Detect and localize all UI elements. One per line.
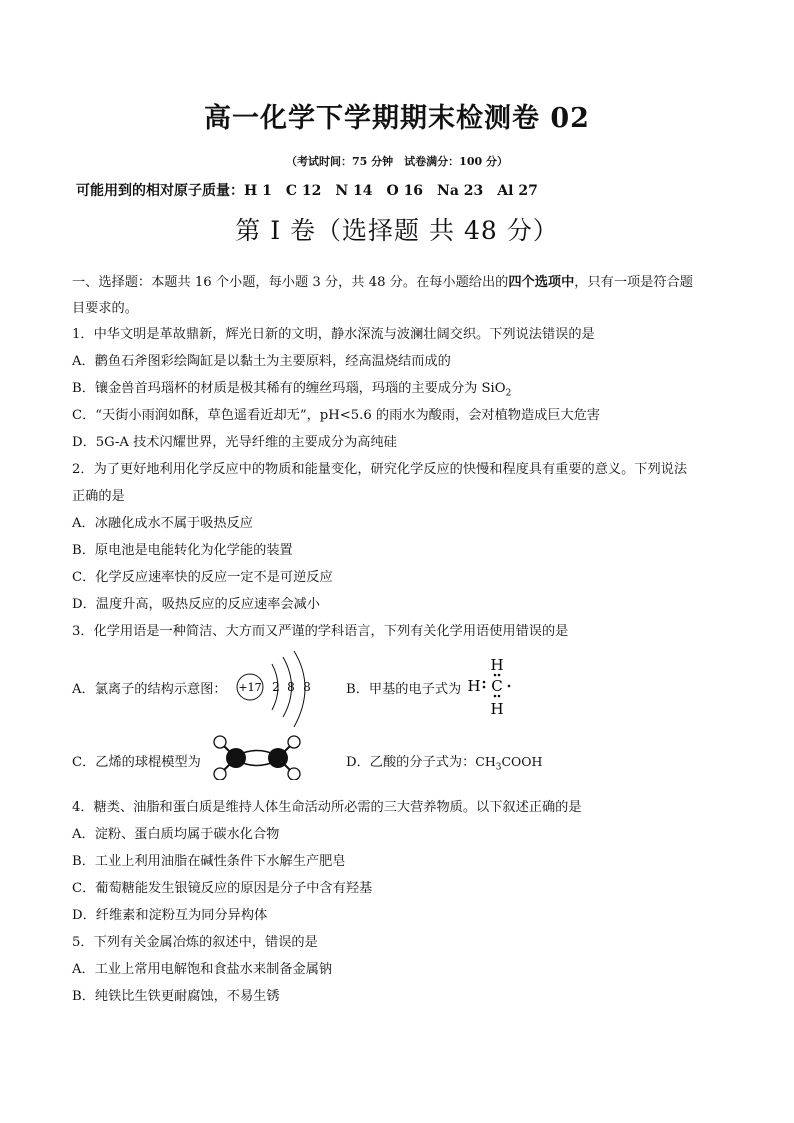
electron-dot [498, 695, 501, 698]
q1-option-d: D．5G-A 技术闪耀世界，光导纤维的主要成分为高纯硅 [72, 435, 397, 450]
electron-dot [494, 695, 497, 698]
formula-part-b: COOH [501, 754, 543, 769]
q3-option-b: B．甲基的电子式为 [346, 682, 462, 697]
q1-stem: 1．中华文明是革故鼎新，辉光日新的文明，静水深流与波澜壮阔交织。下列说法错误的是 [72, 327, 595, 342]
formula-part-a: CH [475, 754, 496, 769]
electron-dot [483, 681, 486, 684]
q5-option-a: A．工业上常用电解饱和食盐水来制备金属钠 [72, 962, 333, 977]
q2-option-c: C．化学反应速率快的反应一定不是可逆反应 [72, 570, 333, 585]
shell-count-3: 8 [303, 680, 311, 694]
q3-option-d [346, 751, 542, 773]
electron-dot [494, 674, 497, 677]
q2-option-b: B．原电池是电能转化为化学能的装置 [72, 543, 293, 558]
methyl-electron-formula [466, 656, 516, 718]
shell-count-2: 8 [287, 680, 295, 694]
hydrogen-atom [288, 736, 300, 748]
instructions-line-2: 目要求的。 [72, 301, 138, 316]
exam-subtitle: （考试时间：75 分钟 试卷满分：100 分） [286, 155, 508, 168]
formula-subscript: 3 [495, 762, 502, 773]
chloride-ion-diagram [232, 650, 322, 732]
hydrogen-atom [214, 768, 226, 780]
methyl-carbon: C [491, 677, 503, 695]
q2-stem-line-2: 正确的是 [72, 489, 125, 504]
methyl-h-bottom: H [490, 700, 504, 718]
atomic-masses: 可能用到的相对原子质量：H 1 C 12 N 14 O 16 Na 23 Al 27 [76, 183, 538, 199]
section-title: 第 I 卷（选择题 共 48 分） [235, 216, 559, 245]
q1-option-a: A．鹳鱼石斧图彩绘陶缸是以黏土为主要原料，经高温烧结而成的 [72, 354, 451, 369]
q5-option-b: B．纯铁比生铁更耐腐蚀，不易生锈 [72, 989, 280, 1004]
nucleus-charge: +17 [238, 681, 262, 694]
hydrogen-atom [214, 736, 226, 748]
q1-option-b-text: B．镶金兽首玛瑙杯的材质是极其稀有的缠丝玛瑙，玛瑙的主要成分为 SiO [72, 381, 506, 396]
electron-dot [498, 674, 501, 677]
q1-option-b-sub: 2 [505, 388, 512, 399]
carbon-atom [268, 748, 288, 768]
q3-option-a: A．氯离子的结构示意图： [72, 682, 227, 697]
electron-dot [508, 685, 511, 688]
methyl-h-top: H [490, 656, 504, 674]
q3-option-d-text: D．乙酸的分子式为： [346, 755, 476, 770]
hydrogen-atom [288, 768, 300, 780]
q4-option-d: D．纤维素和淀粉互为同分异构体 [72, 908, 268, 923]
ethylene-ball-stick-model [208, 732, 312, 780]
q3-stem: 3．化学用语是一种简洁、大方而又严谨的学科语言，下列有关化学用语使用错误的是 [72, 624, 569, 639]
q1-option-b [72, 377, 511, 399]
exam-title: 高一化学下学期期末检测卷 02 [204, 103, 590, 134]
q2-option-a: A．冰融化成水不属于吸热反应 [72, 516, 253, 531]
q1-option-c: C．“天街小雨润如酥，草色遥看近却无”，pH<5.6 的雨水为酸雨，会对植物造成巨大危害 [72, 408, 601, 423]
q4-option-c: C．葡萄糖能发生银镜反应的原因是分子中含有羟基 [72, 881, 373, 896]
q4-stem: 4．糖类、油脂和蛋白质是维持人体生命活动所必需的三大营养物质。以下叙述正确的是 [72, 800, 582, 815]
q5-stem: 5．下列有关金属冶炼的叙述中，错误的是 [72, 935, 318, 950]
instructions-emphasis: 四个选项中 [508, 275, 575, 290]
q4-option-b: B．工业上利用油脂在碱性条件下水解生产肥皂 [72, 854, 346, 869]
q2-option-d: D．温度升高，吸热反应的反应速率会减小 [72, 597, 320, 612]
q3-option-c: C．乙烯的球棍模型为 [72, 755, 201, 770]
instructions-text-b: ，只有一项是符合题 [574, 275, 693, 290]
acetic-acid-formula [475, 754, 543, 773]
instructions-line-1 [72, 271, 693, 290]
electron-dot [483, 686, 486, 689]
q4-option-a: A．淀粉、蛋白质均属于碳水化合物 [72, 827, 280, 842]
q2-stem-line-1: 2．为了更好地利用化学反应中的物质和能量变化，研究化学反应的快慢和程度具有重要的意义。下列说法 [72, 462, 688, 477]
carbon-atom [226, 748, 246, 768]
instructions-text-a: 一、选择题：本题共 16 个小题，每小题 3 分，共 48 分。在每小题给出的 [72, 275, 509, 290]
methyl-h-left: H [467, 677, 481, 695]
shell-count-1: 2 [272, 680, 280, 694]
